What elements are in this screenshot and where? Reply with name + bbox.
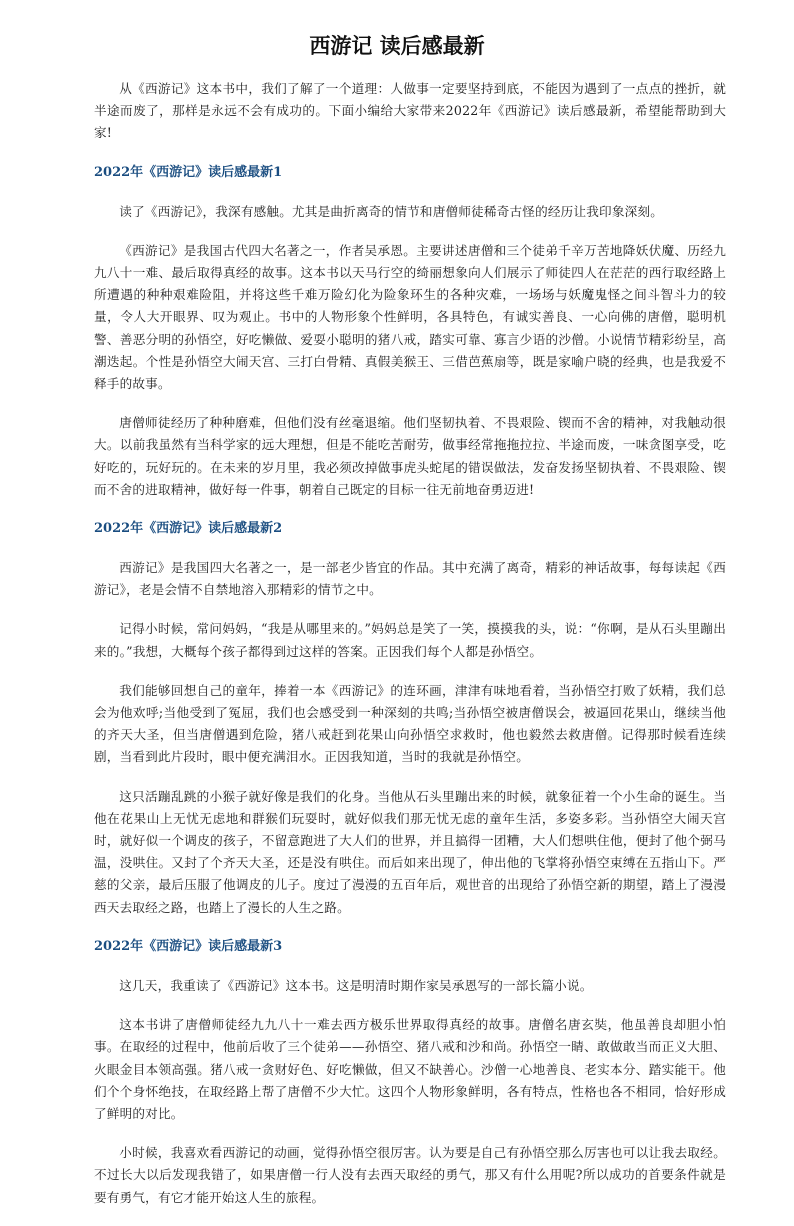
article-body	[94, 78, 726, 1226]
paragraph: 记得小时候，常问妈妈，“我是从哪里来的。”妈妈总是笑了一笑，摸摸我的头，说：“你啊，是从石头里蹦出来的。”我想，大概每个孩子都得到过这样的答案。正因我们每个人都是孙悟空。	[94, 621, 726, 659]
intro-paragraph: 从《西游记》这本书中，我们了解了一个道理：人做事一定要坚持到底，不能因为遇到了一点点的挫折，就半途而废了，那样是永远不会有成功的。下面小编给大家带来2022年《西游记》读后感最新，希望能帮助到大家!	[94, 81, 726, 141]
paragraph: 唐僧师徒经历了种种磨难，但他们没有丝毫退缩。他们坚韧执着、不畏艰险、锲而不舍的精神，对我触动很大。以前我虽然有当科学家的远大理想，但是不能吃苦耐劳，做事经常拖拖拉拉、半途而废，一味贪图享受，吃好吃的，玩好玩的。在未来的岁月里，我必须改掉做事虎头蛇尾的错误做法，发奋发扬坚韧执着、不畏艰险、锲而不舍的进取精神，做好每一件事，朝着自己既定的目标一往无前地奋勇迈进!	[94, 415, 726, 497]
paragraph: 我们能够回想自己的童年，捧着一本《西游记》的连环画，津津有味地看着，当孙悟空打败了妖精，我们总会为他欢呼;当他受到了冤屈，我们也会感受到一种深刻的共鸣;当孙悟空被唐僧误会，被逼回花果山，继续当他的齐天大圣，但当唐僧遇到危险，猪八戒赶到花果山向孙悟空求救时，他也毅然去救唐僧。记得那时候看连续剧，当看到此片段时，眼中便充满泪水。正因我知道，当时的我就是孙悟空。	[94, 682, 726, 765]
section-2	[94, 518, 726, 919]
section-3	[94, 936, 726, 1209]
section-1	[94, 162, 726, 501]
paragraph: 这只活蹦乱跳的小猴子就好像是我们的化身。当他从石头里蹦出来的时候，就象征着一个小生命的诞生。当他在花果山上无忧无虑地和群猴们玩耍时，就好似我们那无忧无虑的童年生活，多姿多彩。当孙悟空大闹天宫时，就好似一个调皮的孩子，不留意跑进了大人们的世界，并且搞得一团糟，大人们想哄住他，便封了他个弼马温，没哄住。又封了个齐天大圣，还是没有哄住。而后如来出现了，伸出他的飞掌将孙悟空束缚在五指山下。严慈的父亲，最后压服了他调皮的儿子。度过了漫漫的五百年后，观世音的出现给了孙悟空新的期望，踏上了漫漫西天去取经之路，也踏上了漫长的人生之路。	[94, 788, 726, 915]
section-heading: 2022年《西游记》读后感最新1	[94, 164, 283, 180]
section-heading: 2022年《西游记》读后感最新3	[94, 938, 283, 954]
paragraph: 《西游记》是我国古代四大名著之一，作者吴承恩。主要讲述唐僧和三个徒弟千辛万苦地降妖伏魔、历经九九八十一难、最后取得真经的故事。这本书以天马行空的绮丽想象向人们展示了师徒四人在茫茫的西行取经路上所遭遇的种种艰难险阻，并将这些千难万险幻化为险象环生的各种灾难，一场场与妖魔鬼怪之间斗智斗力的较量，令人大开眼界、叹为观止。书中的人物形象个性鲜明，各具特色，有诚实善良、一心向佛的唐僧，聪明机警、善恶分明的孙悟空，好吃懒做、爱耍小聪明的猪八戒，踏实可靠、寡言少语的沙僧。小说情节精彩纷呈，高潮迭起。个性是孙悟空大闹天宫、三打白骨精、真假美猴王、三借芭蕉扇等，既是家喻户晓的经典，也是我爱不释手的故事。	[94, 242, 726, 392]
paragraph: 这几天，我重读了《西游记》这本书。这是明清时期作家吴承恩写的一部长篇小说。	[119, 977, 593, 993]
section-heading: 2022年《西游记》读后感最新2	[94, 521, 283, 537]
paragraph: 小时候，我喜欢看西游记的动画，觉得孙悟空很厉害。认为要是自己有孙悟空那么厉害也可以让我去取经。不过长大以后发现我错了，如果唐僧一行人没有去西天取经的勇气，那又有什么用呢?所以成功的首要条件就是要有勇气，有它才能开始这人生的旅程。	[94, 1145, 726, 1205]
paragraph: 西游记》是我国四大名著之一，是一部老少皆宜的作品。其中充满了离奇，精彩的神话故事，每每读起《西游记》，老是会情不自禁地溶入那精彩的情节之中。	[94, 560, 726, 598]
paragraph: 读了《西游记》，我深有感触。尤其是曲折离奇的情节和唐僧师徒稀奇古怪的经历让我印象深刻。	[119, 203, 664, 219]
page-title: 西游记 读后感最新	[309, 34, 485, 58]
paragraph: 这本书讲了唐僧师徒经九九八十一难去西方极乐世界取得真经的故事。唐僧名唐玄奘，他虽善良却胆小怕事。在取经的过程中，他前后收了三个徒弟——孙悟空、猪八戒和沙和尚。孙悟空一睛、敢做敢当而正义大胆、火眼金目本领高强。猪八戒一贪财好色、好吃懒做，但又不缺善心。沙僧一心地善良、老实本分、踏实能干。他们个个身怀绝技，在取经路上帮了唐僧不少大忙。这四个人物形象鲜明，各有特点，性格也各不相同，恰好形成了鲜明的对比。	[94, 1017, 726, 1121]
